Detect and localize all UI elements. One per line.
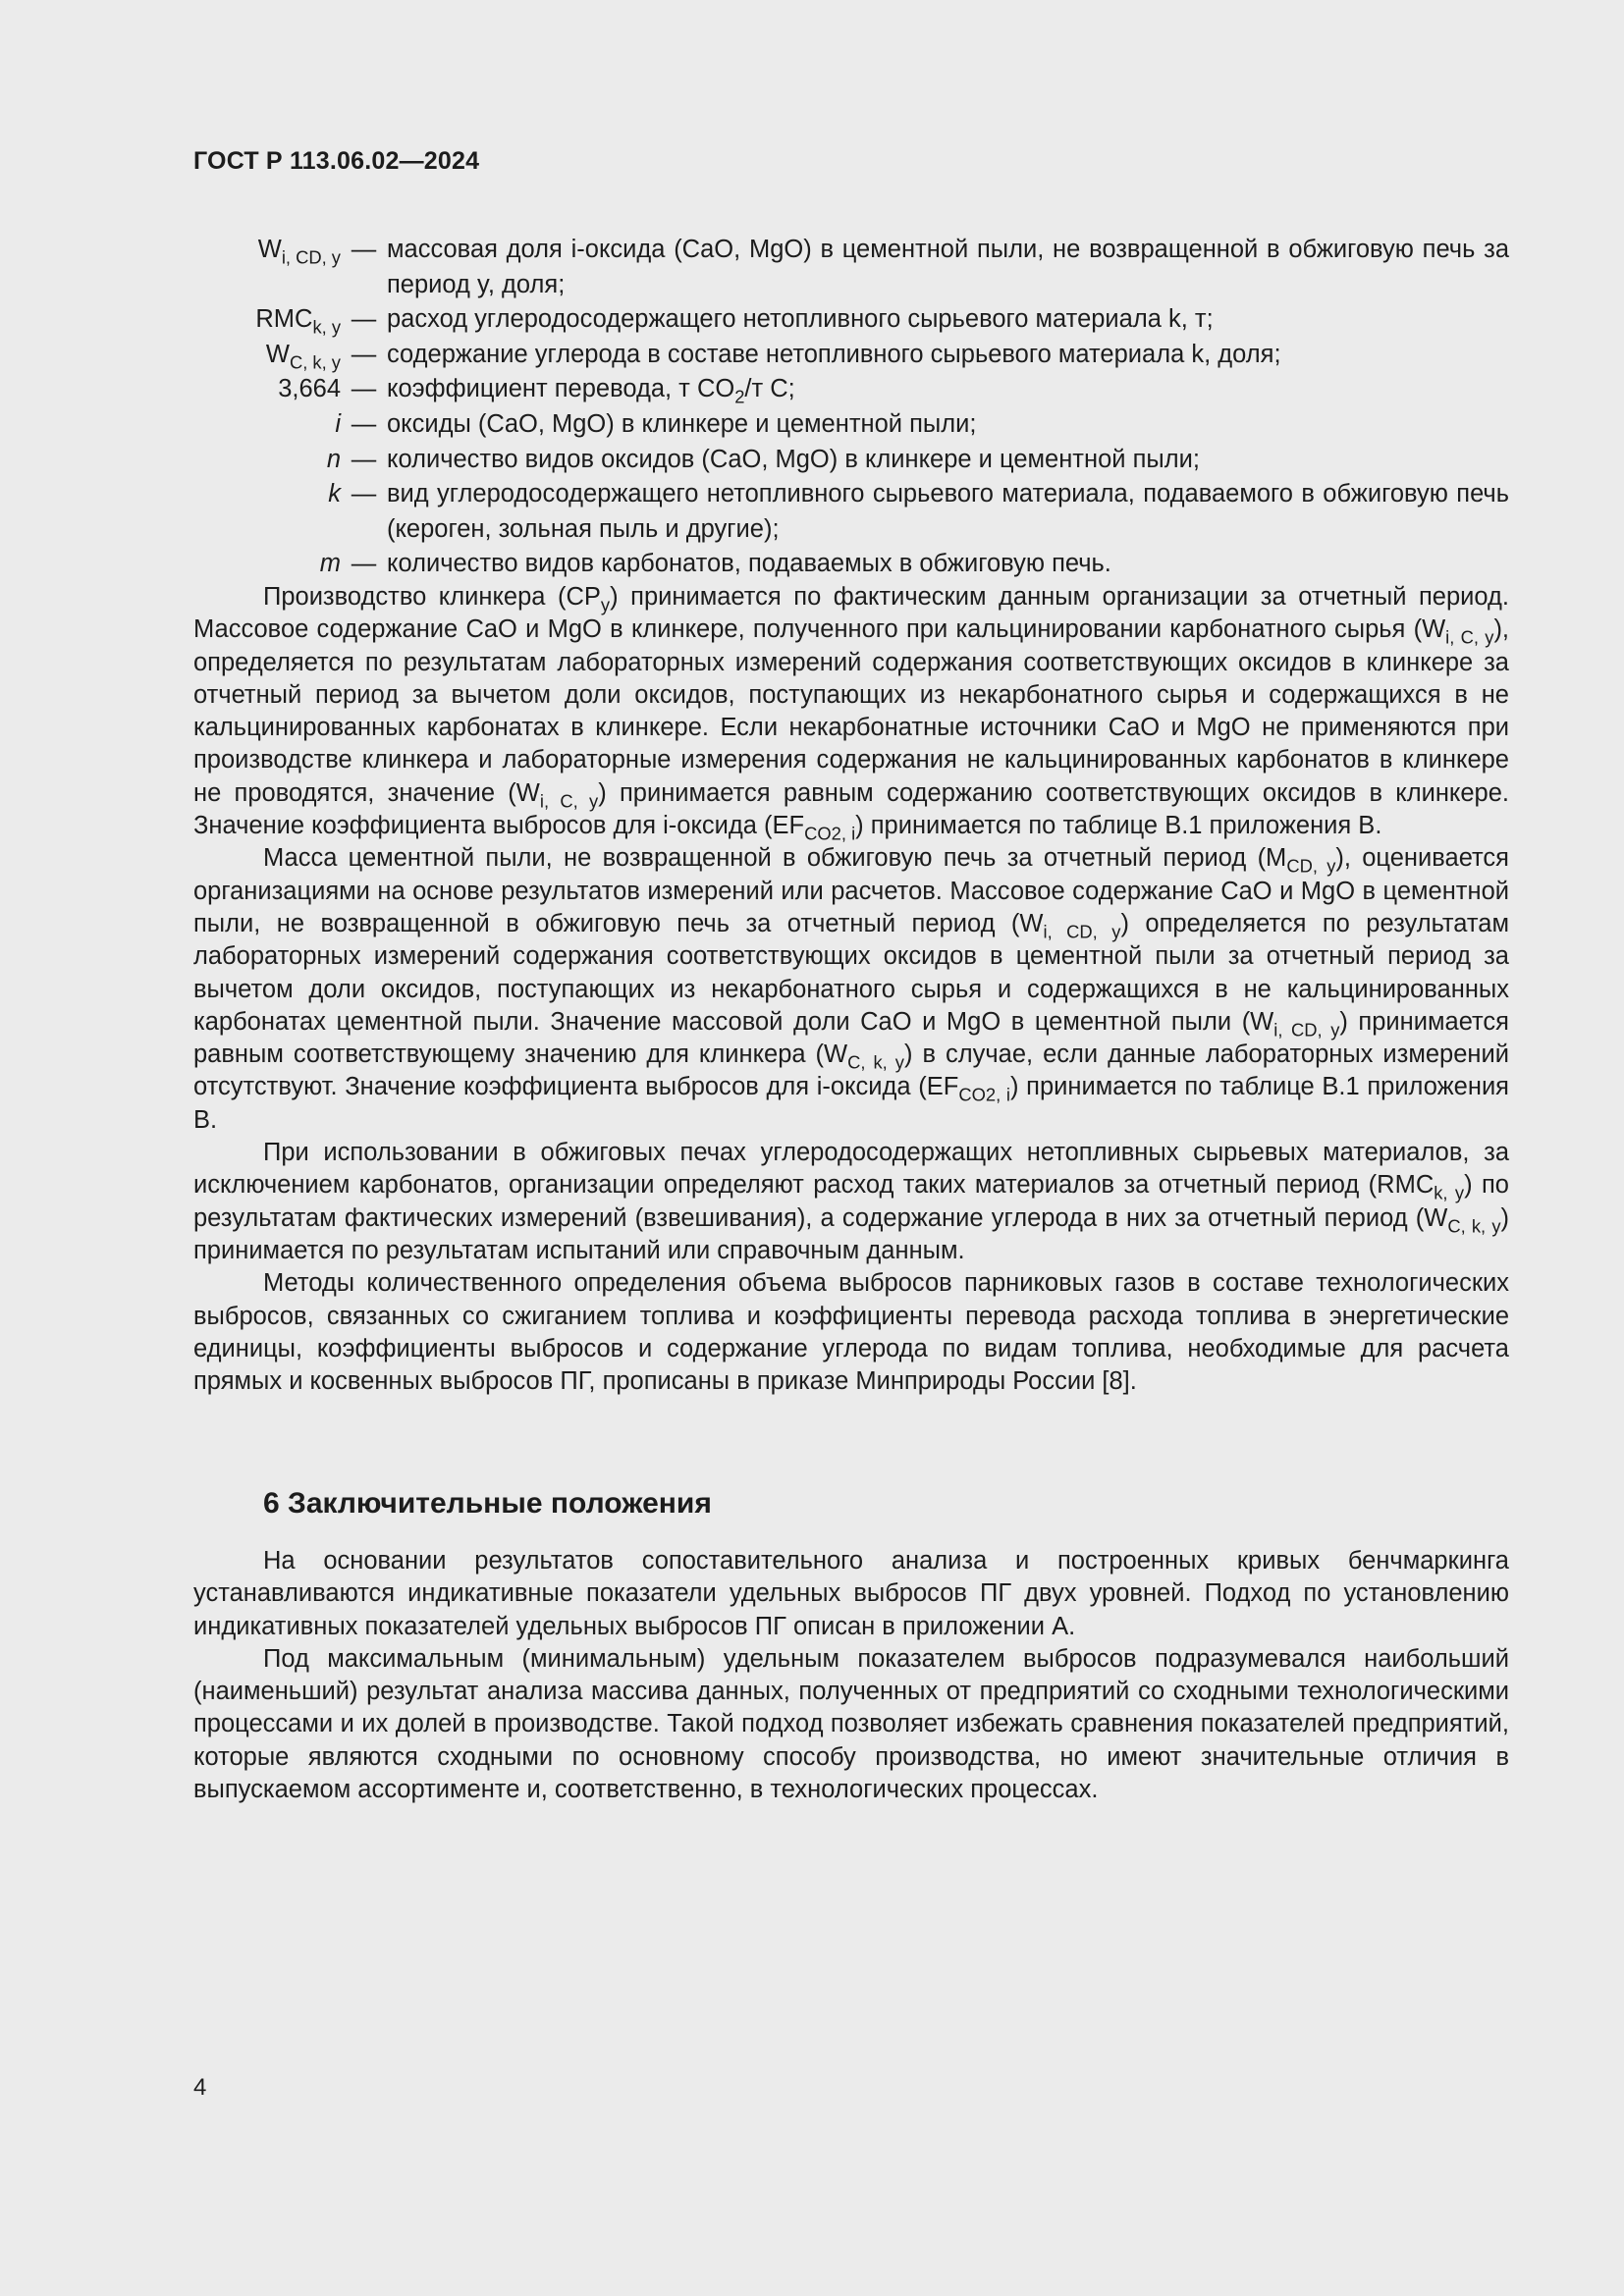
section-body [193, 1545, 1509, 1806]
definition-item: $RMC_{k, y}$ — расход углеродосодержащего нетопливного сырьевого материала k, т; [193, 302, 1509, 338]
definition-symbol: i [335, 409, 341, 438]
definition-symbol: $W_{i, CD, y}$ [257, 236, 341, 268]
definition-text: массовая доля i-оксида (CaO, MgO) в цементной пыли, не возвращенной в обжиговую печь за период y, доля; [387, 236, 1509, 298]
paragraph-max-min: Под максимальным (минимальным) удельным показателем выбросов подразумевался наибольший (наименьший) результат анализа массива данных, полученных от предприятий со сходными технологическими процессами и их долей в производстве. Такой подход позволяет избежать сравнения показателей предприятий, которые являются сходными по основному способу производства, но имеют значительные отличия в выпускаемом ассортименте и, соответственно, в технологических процессах. [193, 1644, 1509, 1804]
definition-text: количество видов оксидов (CaO, MgO) в клинкере и цементной пыли; [387, 445, 1200, 473]
definitions-list [193, 233, 1509, 582]
definition-text: содержание углерода в составе нетопливного сырьевого материала k, доля; [387, 340, 1281, 368]
definition-text: коэффициент перевода, т $CO_2/т$ С; [387, 375, 795, 407]
definition-item: $W_{C, k, y}$ — содержание углерода в составе нетопливного сырьевого материала k, доля; [193, 338, 1509, 373]
definition-symbol: n [326, 445, 341, 473]
section-heading: 6 Заключительные положения [263, 1487, 712, 1520]
definition-text: вид углеродосодержащего нетопливного сырьевого материала, подаваемого в обжиговую печь (кероген, зольная пыль и другие); [387, 480, 1509, 543]
definition-item: m — количество видов карбонатов, подаваемых в обжиговую печь. [193, 547, 1509, 582]
definition-item: 3,664 — коэффициент перевода, т $CO_2/т$ С; [193, 372, 1509, 407]
definition-text: количество видов карбонатов, подаваемых в обжиговую печь. [387, 550, 1111, 578]
paragraph-methods: Методы количественного определения объема выбросов парниковых газов в составе технологических выбросов, связанных со сжиганием топлива и коэффициенты перевода расхода топлива в энергетические единицы, коэффициенты выбросов и содержание углерода по видам топлива, необходимые для расчета прямых и косвенных выбросов ПГ, прописаны в приказе Минприроды России [8]. [193, 1269, 1509, 1396]
definition-item: i — оксиды (CaO, MgO) в клинкере и цементной пыли; [193, 407, 1509, 443]
definition-text: расход углеродосодержащего нетопливного сырьевого материала k, т; [387, 305, 1214, 334]
paragraph-cement-dust: Масса цементной пыли, не возвращенной в обжиговую печь за отчетный период $(M_{CD, y})$, оценивается организациями на основе результатов измерений или расчетов. Массовое содержание CaO и MgO в цементной пыли, не возвращенной в обжиговую печь за отчетный период $(W_{i, CD, y})$ определяется по результатам лабораторных измерений содержания соответствующих оксидов в цементной пыли за отчетный период за вычетом доли оксидов, поступающих из некарбонатного сырья и содержащихся в не кальцинированных карбонатах цементной пыли. Значение массовой доли CaO и MgO в цементной пыли $(W_{i, CD, y})$ принимается равным соответствующему значению для клинкера $(W_{C, k, y})$ в случае, если данные лабораторных измерений отсутствуют. Значение коэффициента выбросов для i-оксида $(EF_{CO2, i})$ принимается по таблице В.1 приложения В. [193, 844, 1509, 1134]
definition-item: $W_{i, CD, y}$ — массовая доля i-оксида (CaO, MgO) в цементной пыли, не возвращенной в обжиговую печь за период y, доля; [193, 233, 1509, 302]
paragraph-clinker-production: Производство клинкера $(CP_y)$ принимается по фактическим данным организации за отчетный период. Массовое содержание CaO и MgO в клинкере, полученного при кальцинировании карбонатного сырья $(W_{i, C, y})$, определяется по результатам лабораторных измерений содержания соответствующих оксидов в клинкере за отчетный период за вычетом доли оксидов, поступающих из некарбонатного сырья и содержащихся в не кальцинированных карбонатах в клинкере. Если некарбонатные источники CaO и MgO не применяются при производстве клинкера и лабораторные измерения содержания не кальцинированных карбонатов в клинкере не проводятся, значение $(W_{i, C, y})$ принимается равным содержанию соответствующих оксидов в клинкере. Значение коэффициента выбросов для i-оксида $(EF_{CO2, i})$ принимается по таблице В.1 приложения В. [193, 583, 1510, 844]
definition-text: оксиды (CaO, MgO) в клинкере и цементной пыли; [387, 409, 977, 438]
paragraph-raw-materials: При использовании в обжиговых печах углеродосодержащих нетопливных сырьевых материалов, за исключением карбонатов, организации определяют расход таких материалов за отчетный период $(RMC_{k, y})$ по результатам фактических измерений (взвешивания), а содержание углерода в них за отчетный период $(W_{C, k, y})$ принимается по результатам испытаний или справочным данным. [193, 1139, 1510, 1264]
definition-item: n — количество видов оксидов (CaO, MgO) в клинкере и цементной пыли; [193, 443, 1509, 478]
definition-symbol: k [328, 480, 341, 508]
paragraph-indicative: На основании результатов сопоставительного анализа и построенных кривых бенчмаркинга устанавливаются индикативные показатели удельных выбросов ПГ двух уровней. Подход по установлению индикативных показателей удельных выбросов ПГ описан в приложении А. [193, 1547, 1509, 1640]
document-header: ГОСТ Р 113.06.02—2024 [193, 147, 480, 175]
definition-symbol: 3,664 [278, 375, 341, 403]
definition-item: k — вид углеродосодержащего нетопливного сырьевого материала, подаваемого в обжиговую печь (кероген, зольная пыль и другие); [193, 477, 1509, 547]
body-text [193, 581, 1509, 1398]
page-number: 4 [193, 2074, 207, 2101]
definition-symbol: m [319, 550, 341, 578]
definition-symbol: $W_{C, k, y}$ [265, 340, 341, 373]
definition-symbol: $RMC_{k, y}$ [255, 305, 341, 338]
